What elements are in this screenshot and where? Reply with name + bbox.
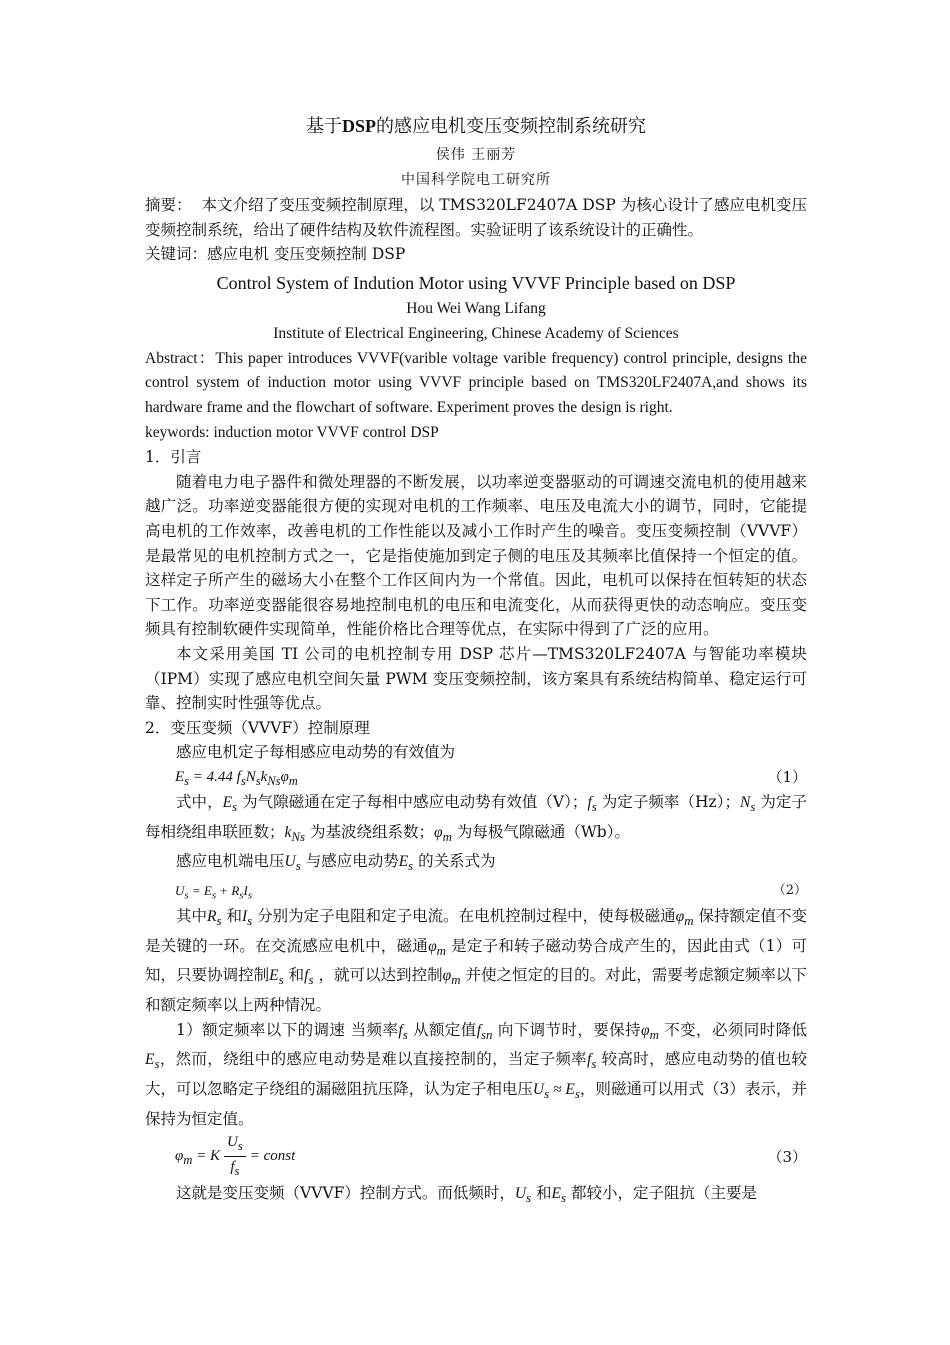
institute-en: Institute of Electrical Engineering, Chinese Academy of Sciences (273, 324, 679, 342)
abstract-en: Abstract：This paper introduces VVVF(varible voltage varible frequency) control principle, designs the control system of induction motor using VVVF principle based on TMS320LF2407A,and shows its hardware frame and the flowchart of software. Experiment proves the design is right. (145, 349, 807, 416)
equation-1-description: 式中，$E_s$ 为气隙磁通在定子每相中感应电动势有效值（V）；$f_s$ 为定子频率（Hz）；$N_s$ 为定子每相绕组串联匝数；$k_{Ns}$ 为基波绕组系数；$\varphi_m$ 为每极气隙磁通（Wb）。 (145, 792, 807, 844)
equation-3: $\varphi_m = K$ $\frac{U_s}{f_s}$ = const （3） (175, 1134, 807, 1179)
equation-3-number: （3） (767, 1148, 807, 1167)
section2-intro: 感应电机定子每相感应电动势的有效值为 (176, 743, 456, 762)
abstract-cn: 摘要： 本文介绍了变压变频控制原理，以 TMS320LF2407A DSP 为核心设计了感应电机变压变频控制系统，给出了硬件结构及软件流程图。实验证明了该系统设计的正确性。 (145, 196, 807, 239)
relation-intro: 感应电机端电压$U_s$ 与感应电动势$E_s$ 的关系式为 (176, 852, 496, 874)
keywords-en: keywords: induction motor VVVF control DSP (145, 423, 439, 441)
section1-paragraph-2: 本文采用美国 TI 公司的电机控制专用 DSP 芯片—TMS320LF2407A 与智能功率模块（IPM）实现了感应电机空间矢量 PWM 变压变频控制，该方案具有系统结构简单、稳定运行可靠、控制实时性强等优点。 (145, 644, 807, 713)
equation-2-number: （2） (772, 882, 807, 898)
equation-1: $E_s = 4.44$ $f_sN_sk_{Ns}\varphi_m$ （1） (145, 765, 807, 790)
equation-1-number: （1） (767, 767, 807, 786)
authors-en: Hou Wei Wang Lifang (406, 299, 546, 317)
equation-2: $U_s = E_s + R_sI_s$ （2） (145, 879, 807, 904)
section1-paragraph-1: 随着电力电子器件和微处理器的不断发展，以功率逆变器驱动的可调速交流电机的使用越来越广泛。功率逆变器能很方便的实现对电机的工作频率、电压及电流大小的调节，同时，它能提高电机的工作效率，改善电机的工作性能以及减小工作时产生的噪音。变压变频控制（VVVF）是最常见的电机控制方式之一，它是指使施加到定子侧的电压及其频率比值保持一个恒定的值。这样定子所产生的磁场大小在整个工作区间内为一个常值。因此，电机可以保持在恒转矩的状态下工作。功率逆变器能很容易地控制电机的电压和电流变化，从而获得更快的动态响应。变压变频具有控制软硬件实现简单，性能价格比合理等优点，在实际中得到了广泛的应用。 (145, 472, 807, 639)
paper-title: 基于DSP的感应电机变压变频控制系统研究 (305, 116, 646, 137)
section2-heading: 2．变压变频（VVVF）控制原理 (145, 718, 370, 737)
keywords-cn: 关键词：感应电机 变压变频控制 DSP (145, 245, 406, 264)
authors: 侯伟 王丽芳 (435, 147, 517, 163)
paper-title-en: Control System of Indution Motor using VVVF Principle based on DSP (216, 272, 736, 293)
paper-page (145, 112, 807, 1211)
section2-paragraph-3: 其中$R_s$ 和$I_s$ 分别为定子电阻和定子电流。在电机控制过程中，使每极磁通$\varphi_m$ 保持额定值不变是关键的一环。在交流感应电机中，磁通$\varphi_m$ 是定子和转子磁动势合成产生的，因此由式（1）可知，只要协调控制$E_s$ 和$f_s$ ，就可以达到控制$\varphi_m$ 并使之恒定的目的。对此，需要考虑额定频率以下和额定频率以上两种情况。 (145, 906, 807, 1014)
institute: 中国科学院电工研究所 (401, 172, 551, 188)
section2-paragraph-5: 这就是变压变频（VVVF）控制方式。而低频时，$U_s$ 和$E_s$ 都较小，定子阻抗（主要是 (176, 1184, 757, 1206)
section1-heading: 1．引言 (145, 448, 202, 467)
section2-paragraph-4: 1）额定频率以下的调速 当频率$f_s$ 从额定值$f_{sn}$ 向下调节时，要保持$\varphi_m$ 不变，必须同时降低$E_s$，然而，绕组中的感应电动势是难以直接控制的，当定子频率$f_s$ 较高时，感应电动势的值也较大，可以忽略定子绕组的漏磁阻抗压降，认为定子相电压$U_s \approx E_s$，则磁通可以用式（3）表示，并保持为恒定值。 (145, 1020, 807, 1128)
